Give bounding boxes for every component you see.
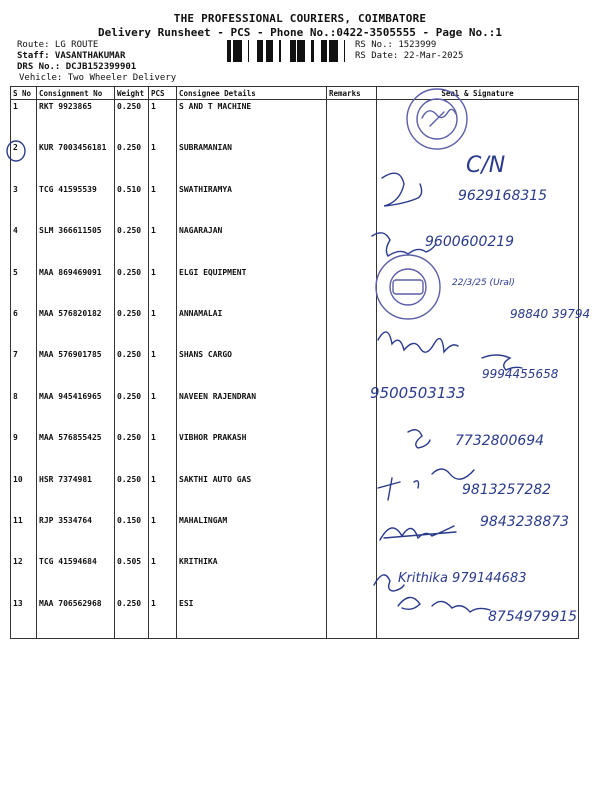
cell-sno: 10 — [11, 473, 37, 514]
cell-consignee: SHANS CARGO — [177, 348, 327, 389]
barcode-bar — [227, 40, 230, 62]
cell-consignment-no: HSR 7374981 — [37, 473, 115, 514]
handwritten-phone: 9813257282 — [462, 482, 552, 498]
cell-signature — [377, 555, 579, 596]
cell-consignee: ESI — [177, 597, 327, 639]
cell-remarks — [327, 100, 377, 142]
cell-pcs: 1 — [149, 266, 177, 307]
cell-consignee: SAKTHI AUTO GAS — [177, 473, 327, 514]
cell-consignment-no: MAA 576855425 — [37, 431, 115, 472]
table-row — [11, 141, 579, 182]
cell-remarks — [327, 224, 377, 265]
barcode-bar — [257, 40, 260, 62]
cell-pcs: 1 — [149, 100, 177, 142]
runsheet-table — [10, 86, 579, 639]
cell-consignee: NAGARAJAN — [177, 224, 327, 265]
cell-signature — [377, 348, 579, 389]
table-header-row — [11, 87, 579, 100]
cell-remarks — [327, 348, 377, 389]
cell-remarks — [327, 597, 377, 639]
rs-date-label: RS Date: 22-Mar-2025 — [355, 51, 464, 61]
barcode-bar — [332, 40, 333, 62]
cell-consignment-no: MAA 869469091 — [37, 266, 115, 307]
cell-consignment-no: RJP 3534764 — [37, 514, 115, 555]
cell-consignment-no: RKT 9923865 — [37, 100, 115, 142]
barcode-bar — [329, 40, 332, 62]
cell-consignee: MAHALINGAM — [177, 514, 327, 555]
table-row — [11, 514, 579, 555]
barcode-bar — [302, 40, 303, 62]
barcode-bar — [248, 40, 249, 62]
cell-remarks — [327, 390, 377, 431]
handwritten-phone: 9500503133 — [370, 384, 466, 402]
cell-pcs: 1 — [149, 431, 177, 472]
barcode-bar — [233, 40, 236, 62]
cell-remarks — [327, 555, 377, 596]
staff-label: Staff: VASANTHAKUMAR — [17, 51, 126, 61]
cell-pcs: 1 — [149, 141, 177, 182]
cell-pcs: 1 — [149, 597, 177, 639]
cell-weight: 0.250 — [115, 431, 149, 472]
cell-pcs: 1 — [149, 514, 177, 555]
cell-consignment-no: TCG 41595539 — [37, 183, 115, 224]
column-header: Weight — [115, 87, 149, 100]
cell-pcs: 1 — [149, 473, 177, 514]
cell-remarks — [327, 514, 377, 555]
barcode-bar — [333, 40, 335, 62]
cell-sno: 3 — [11, 183, 37, 224]
table-row — [11, 597, 579, 639]
cell-consignee: SWATHIRAMYA — [177, 183, 327, 224]
cell-consignment-no: MAA 576820182 — [37, 307, 115, 348]
cell-signature — [377, 100, 579, 142]
table-row — [11, 431, 579, 472]
barcode-bar — [266, 40, 267, 62]
handwritten-phone: 9843238873 — [480, 514, 570, 530]
table-row — [11, 266, 579, 307]
handwritten-date: 22/3/25 (Ural) — [452, 278, 515, 288]
cell-signature — [377, 307, 579, 348]
cell-sno: 5 — [11, 266, 37, 307]
barcode-bar — [279, 40, 281, 62]
column-header: Remarks — [327, 87, 377, 100]
cell-sno: 6 — [11, 307, 37, 348]
cell-pcs: 1 — [149, 183, 177, 224]
column-header: S No — [11, 87, 37, 100]
cell-signature — [377, 224, 579, 265]
cell-consignee: SUBRAMANIAN — [177, 141, 327, 182]
cell-pcs: 1 — [149, 224, 177, 265]
cell-consignment-no: MAA 576901785 — [37, 348, 115, 389]
cell-signature — [377, 597, 579, 639]
column-header: PCS — [149, 87, 177, 100]
runsheet-subtitle: Delivery Runsheet - PCS - Phone No.:0422-3505555 - Page No.:1 — [98, 26, 502, 39]
cell-consignment-no: KUR 7003456181 — [37, 141, 115, 182]
table-row — [11, 307, 579, 348]
cell-signature — [377, 141, 579, 182]
cell-weight: 0.510 — [115, 183, 149, 224]
drs-label: DRS No.: DCJB152399901 — [17, 62, 137, 72]
barcode-bar — [267, 40, 269, 62]
cell-consignment-no: SLM 366611505 — [37, 224, 115, 265]
table-row — [11, 100, 579, 142]
cell-weight: 0.250 — [115, 390, 149, 431]
table-row — [11, 473, 579, 514]
cell-pcs: 1 — [149, 555, 177, 596]
column-header: Seal & Signature — [377, 87, 579, 100]
handwritten-phone: 7732800694 — [455, 433, 545, 449]
handwritten-phone: 9600600219 — [425, 234, 515, 250]
cell-weight: 0.250 — [115, 266, 149, 307]
cell-sno: 7 — [11, 348, 37, 389]
barcode-bar — [260, 40, 261, 62]
vehicle-label: Vehicle: Two Wheeler Delivery — [19, 73, 177, 83]
cell-sno: 8 — [11, 390, 37, 431]
cell-pcs: 1 — [149, 390, 177, 431]
rs-no-label: RS No.: 1523999 — [355, 40, 437, 50]
cell-sno: 4 — [11, 224, 37, 265]
barcode-bar — [303, 40, 305, 62]
barcode-bar — [335, 40, 338, 62]
cell-weight: 0.250 — [115, 141, 149, 182]
cell-consignment-no: MAA 706562968 — [37, 597, 115, 639]
cell-weight: 0.150 — [115, 514, 149, 555]
cell-weight: 0.250 — [115, 224, 149, 265]
cell-weight: 0.505 — [115, 555, 149, 596]
cell-consignee: KRITHIKA — [177, 555, 327, 596]
barcode-bar — [299, 40, 302, 62]
route-label: Route: LG ROUTE — [17, 40, 99, 50]
cell-remarks — [327, 141, 377, 182]
cell-consignment-no: MAA 945416965 — [37, 390, 115, 431]
handwritten-phone: 9994455658 — [482, 367, 559, 381]
barcode-bar — [237, 40, 239, 62]
barcode-image — [227, 40, 345, 62]
cell-consignment-no: TCG 41594684 — [37, 555, 115, 596]
barcode-bar — [293, 40, 296, 62]
cell-signature — [377, 473, 579, 514]
cell-signature — [377, 266, 579, 307]
barcode-bar — [290, 40, 291, 62]
barcode-bar — [311, 40, 314, 62]
handwritten-phone: 9629168315 — [458, 188, 548, 204]
cell-sno: 1 — [11, 100, 37, 142]
cell-remarks — [327, 431, 377, 472]
cell-weight: 0.250 — [115, 597, 149, 639]
cell-pcs: 1 — [149, 348, 177, 389]
barcode-bar — [326, 40, 327, 62]
cell-remarks — [327, 307, 377, 348]
cell-pcs: 1 — [149, 307, 177, 348]
column-header: Consignee Details — [177, 87, 327, 100]
barcode-bar — [236, 40, 237, 62]
cell-sno: 9 — [11, 431, 37, 472]
barcode-bar — [230, 40, 231, 62]
handwritten-note: C/N — [466, 153, 506, 178]
handwritten-phone: 8754979915 — [488, 609, 578, 625]
cell-weight: 0.250 — [115, 307, 149, 348]
cell-consignee: NAVEEN RAJENDRAN — [177, 390, 327, 431]
handwritten-phone: 98840 39794 — [510, 307, 591, 321]
cell-signature — [377, 514, 579, 555]
cell-consignee: S AND T MACHINE — [177, 100, 327, 142]
table-row — [11, 183, 579, 224]
table-row — [11, 348, 579, 389]
table-row — [11, 555, 579, 596]
barcode-bar — [321, 40, 323, 62]
barcode-bar — [297, 40, 299, 62]
barcode-bar — [323, 40, 326, 62]
cell-consignee: ANNAMALAI — [177, 307, 327, 348]
table-row — [11, 224, 579, 265]
barcode-bar — [272, 40, 273, 62]
cell-remarks — [327, 183, 377, 224]
cell-signature — [377, 431, 579, 472]
handwritten-signature: Krithika 979144683 — [398, 571, 527, 586]
cell-signature — [377, 183, 579, 224]
column-header: Consignment No — [37, 87, 115, 100]
cell-weight: 0.250 — [115, 100, 149, 142]
cell-sno: 11 — [11, 514, 37, 555]
company-title: THE PROFESSIONAL COURIERS, COIMBATORE — [173, 12, 427, 25]
barcode-bar — [239, 40, 242, 62]
barcode-bar — [344, 40, 345, 62]
cell-sno: 2 — [11, 141, 37, 182]
barcode-bar — [261, 40, 263, 62]
cell-remarks — [327, 473, 377, 514]
barcode-bar — [291, 40, 293, 62]
cell-consignee: VIBHOR PRAKASH — [177, 431, 327, 472]
cell-remarks — [327, 266, 377, 307]
cell-weight: 0.250 — [115, 473, 149, 514]
table-row — [11, 390, 579, 431]
cell-sno: 13 — [11, 597, 37, 639]
cell-consignee: ELGI EQUIPMENT — [177, 266, 327, 307]
barcode-bar — [269, 40, 272, 62]
cell-sno: 12 — [11, 555, 37, 596]
cell-weight: 0.250 — [115, 348, 149, 389]
cell-signature — [377, 390, 579, 431]
